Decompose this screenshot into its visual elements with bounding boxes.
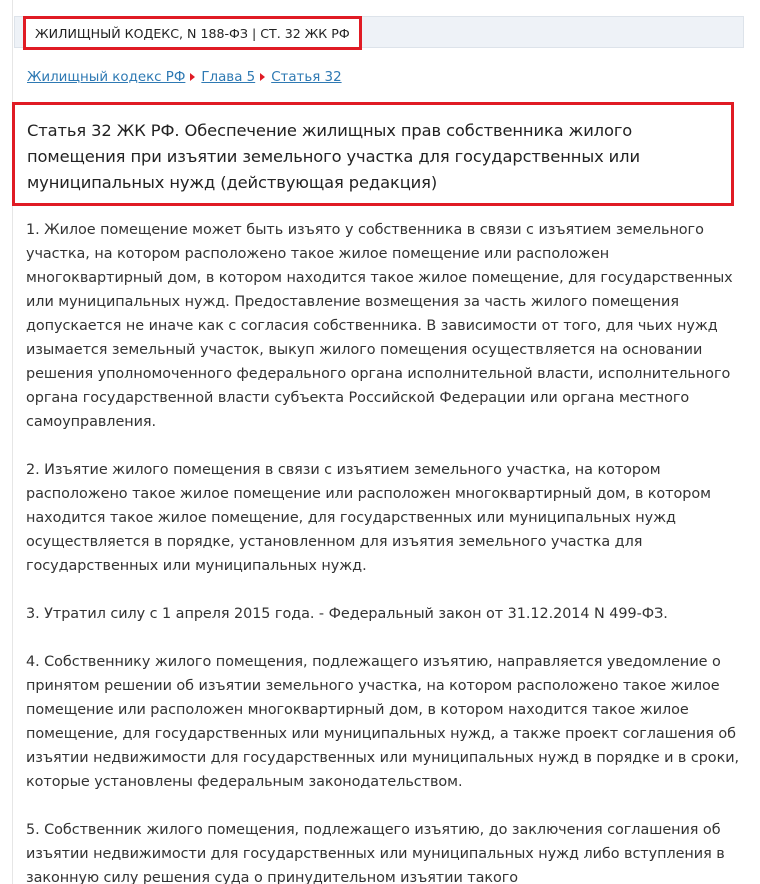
article-paragraph-2: 2. Изъятие жилого помещения в связи с изъятием земельного участка, на котором расположено такое жилое помещение или расположен многоквартирный дом, в котором находится такое жилое помещение, для государственных или муниципальных нужд осуществляется в порядке, установленном для изъятия земельного участка для государственных или муниципальных нужд. (26, 462, 711, 574)
article-paragraph-5: 5. Собственник жилого помещения, подлежащего изъятию, до заключения соглашения об изъятии недвижимости для государственных или муниципальных нужд либо вступления в законную силу решения суда о принудительном изъятии такого (26, 822, 725, 884)
breadcrumb-link-code[interactable]: Жилищный кодекс РФ (27, 69, 186, 85)
page-title: Статья 32 ЖК РФ. Обеспечение жилищных прав собственника жилого помещения при изъятии земельного участка для государственных или муниципальных нужд (действующая редакция) (27, 121, 640, 192)
article-body (26, 218, 748, 884)
article-title-highlight (12, 102, 734, 206)
breadcrumb-link-article[interactable]: Статья 32 (271, 69, 342, 85)
chevron-right-icon (260, 73, 265, 81)
article-paragraph-3: 3. Утратил силу с 1 апреля 2015 года. - Федеральный закон от 31.12.2014 N 499-ФЗ. (26, 606, 668, 622)
article-paragraph-4: 4. Собственнику жилого помещения, подлежащего изъятию, направляется уведомление о принятом решении об изъятии земельного участка, на котором расположено такое жилое помещение или расположен многоквартирный дом, в котором находится такое жилое помещение, для государственных или муниципальных нужд, а также проект соглашения об изъятии недвижимости для государственных или муниципальных нужд в порядке и в сроки, которые установлены федеральным законодательством. (26, 654, 740, 790)
chevron-right-icon (190, 73, 195, 81)
article-paragraph-1: 1. Жилое помещение может быть изъято у собственника в связи с изъятием земельного участка, на котором расположено такое жилое помещение или расположен многоквартирный дом, в котором находится такое жилое помещение, для государственных или муниципальных нужд. Предоставление возмещения за часть жилого помещения допускается не иначе как с согласия собственника. В зависимости от того, для чьих нужд изымается земельный участок, выкуп жилого помещения осуществляется на основании решения уполномоченного федерального органа исполнительной власти, исполнительного органа государственной власти субъекта Российской Федерации или органа местного самоуправления. (26, 222, 733, 430)
code-title: ЖИЛИЩНЫЙ КОДЕКС, N 188-ФЗ | СТ. 32 ЖК РФ (35, 25, 350, 41)
breadcrumb-link-chapter[interactable]: Глава 5 (201, 69, 256, 85)
code-title-highlight (23, 16, 362, 50)
breadcrumb (27, 66, 342, 88)
